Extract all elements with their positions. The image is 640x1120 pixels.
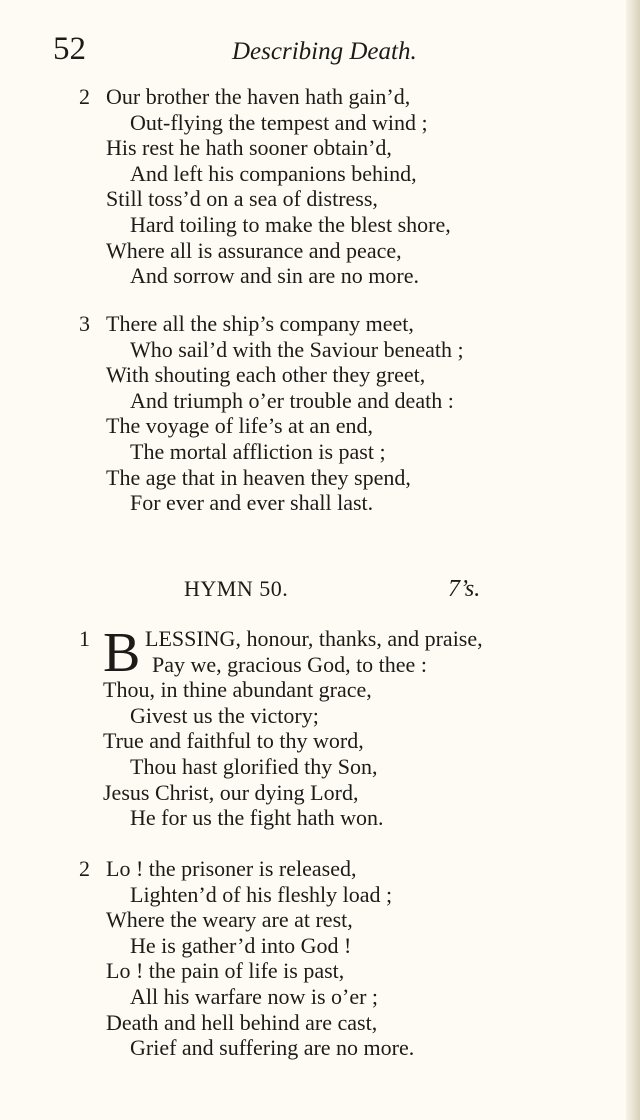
hymn-title: HYMN 50.: [184, 576, 289, 601]
verse-line: Death and hell behind are cast,: [106, 1009, 378, 1035]
verse-line: Pay we, gracious God, to thee :: [152, 651, 427, 677]
verse-line: Jesus Christ, our dying Lord,: [103, 779, 359, 805]
running-head: Describing Death.: [232, 38, 417, 65]
verse-line: True and faithful to thy word,: [103, 728, 364, 754]
page-edge-shadow: [626, 0, 640, 1120]
verse-line: He is gather’d into God !: [130, 932, 352, 958]
verse-line: The voyage of life’s at an end,: [106, 413, 373, 439]
hymn-meter: 7’s.: [448, 576, 481, 602]
verse-line: Out-flying the tempest and wind ;: [130, 109, 428, 135]
verse-line: All his warfare now is o’er ;: [130, 983, 379, 1009]
verse-line: The age that in heaven they spend,: [106, 464, 411, 490]
page-header: [0, 30, 640, 74]
verse-line: He for us the fight hath won.: [130, 805, 384, 831]
verse-line: Where all is assurance and peace,: [106, 237, 402, 263]
hymn-50-stanza-2: [0, 856, 620, 1061]
verse-line: Givest us the victory;: [130, 702, 319, 728]
verse-line: Thou, in thine abundant grace,: [103, 677, 372, 703]
hymn-heading: [0, 574, 620, 604]
verse-line: LESSING, honour, thanks, and praise,: [145, 626, 483, 651]
verse-line: Still toss’d on a sea of distress,: [106, 186, 378, 212]
verse-line: And triumph o’er trouble and death :: [130, 387, 454, 413]
verse-line: And sorrow and sin are no more.: [130, 263, 419, 289]
verse-line: Lo ! the prisoner is released,: [106, 856, 357, 881]
stanza-number: 1: [79, 626, 90, 651]
verse-line: Our brother the haven hath gain’d,: [106, 84, 411, 109]
verse-line: Where the weary are at rest,: [106, 907, 353, 933]
verse-line: With shouting each other they greet,: [106, 362, 426, 388]
stanza-number: 2: [79, 856, 90, 881]
verse-line: The mortal affliction is past ;: [130, 438, 386, 464]
drop-cap: B: [103, 622, 141, 684]
verse-line: Thou hast glorified thy Son,: [130, 753, 378, 779]
stanza-3-previous-hymn: [0, 311, 620, 516]
verse-line: His rest he hath sooner obtain’d,: [106, 135, 392, 161]
stanza-number: 2: [79, 84, 90, 109]
verse-line: For ever and ever shall last.: [130, 490, 374, 516]
verse-line: Grief and suffering are no more.: [130, 1035, 415, 1061]
verse-line: And left his companions behind,: [130, 160, 417, 186]
page-number: 52: [53, 31, 86, 67]
verse-line: Hard toiling to make the blest shore,: [130, 211, 451, 237]
verse-line: There all the ship’s company meet,: [106, 311, 414, 336]
stanza-number: 3: [79, 311, 90, 336]
hymn-50-stanza-1: [0, 622, 620, 831]
verse-line: Lo ! the pain of life is past,: [106, 958, 345, 984]
verse-line: Who sail’d with the Saviour beneath ;: [130, 336, 464, 362]
stanza-2-previous-hymn: [0, 84, 620, 289]
verse-line: Lighten’d of his fleshly load ;: [130, 881, 393, 907]
